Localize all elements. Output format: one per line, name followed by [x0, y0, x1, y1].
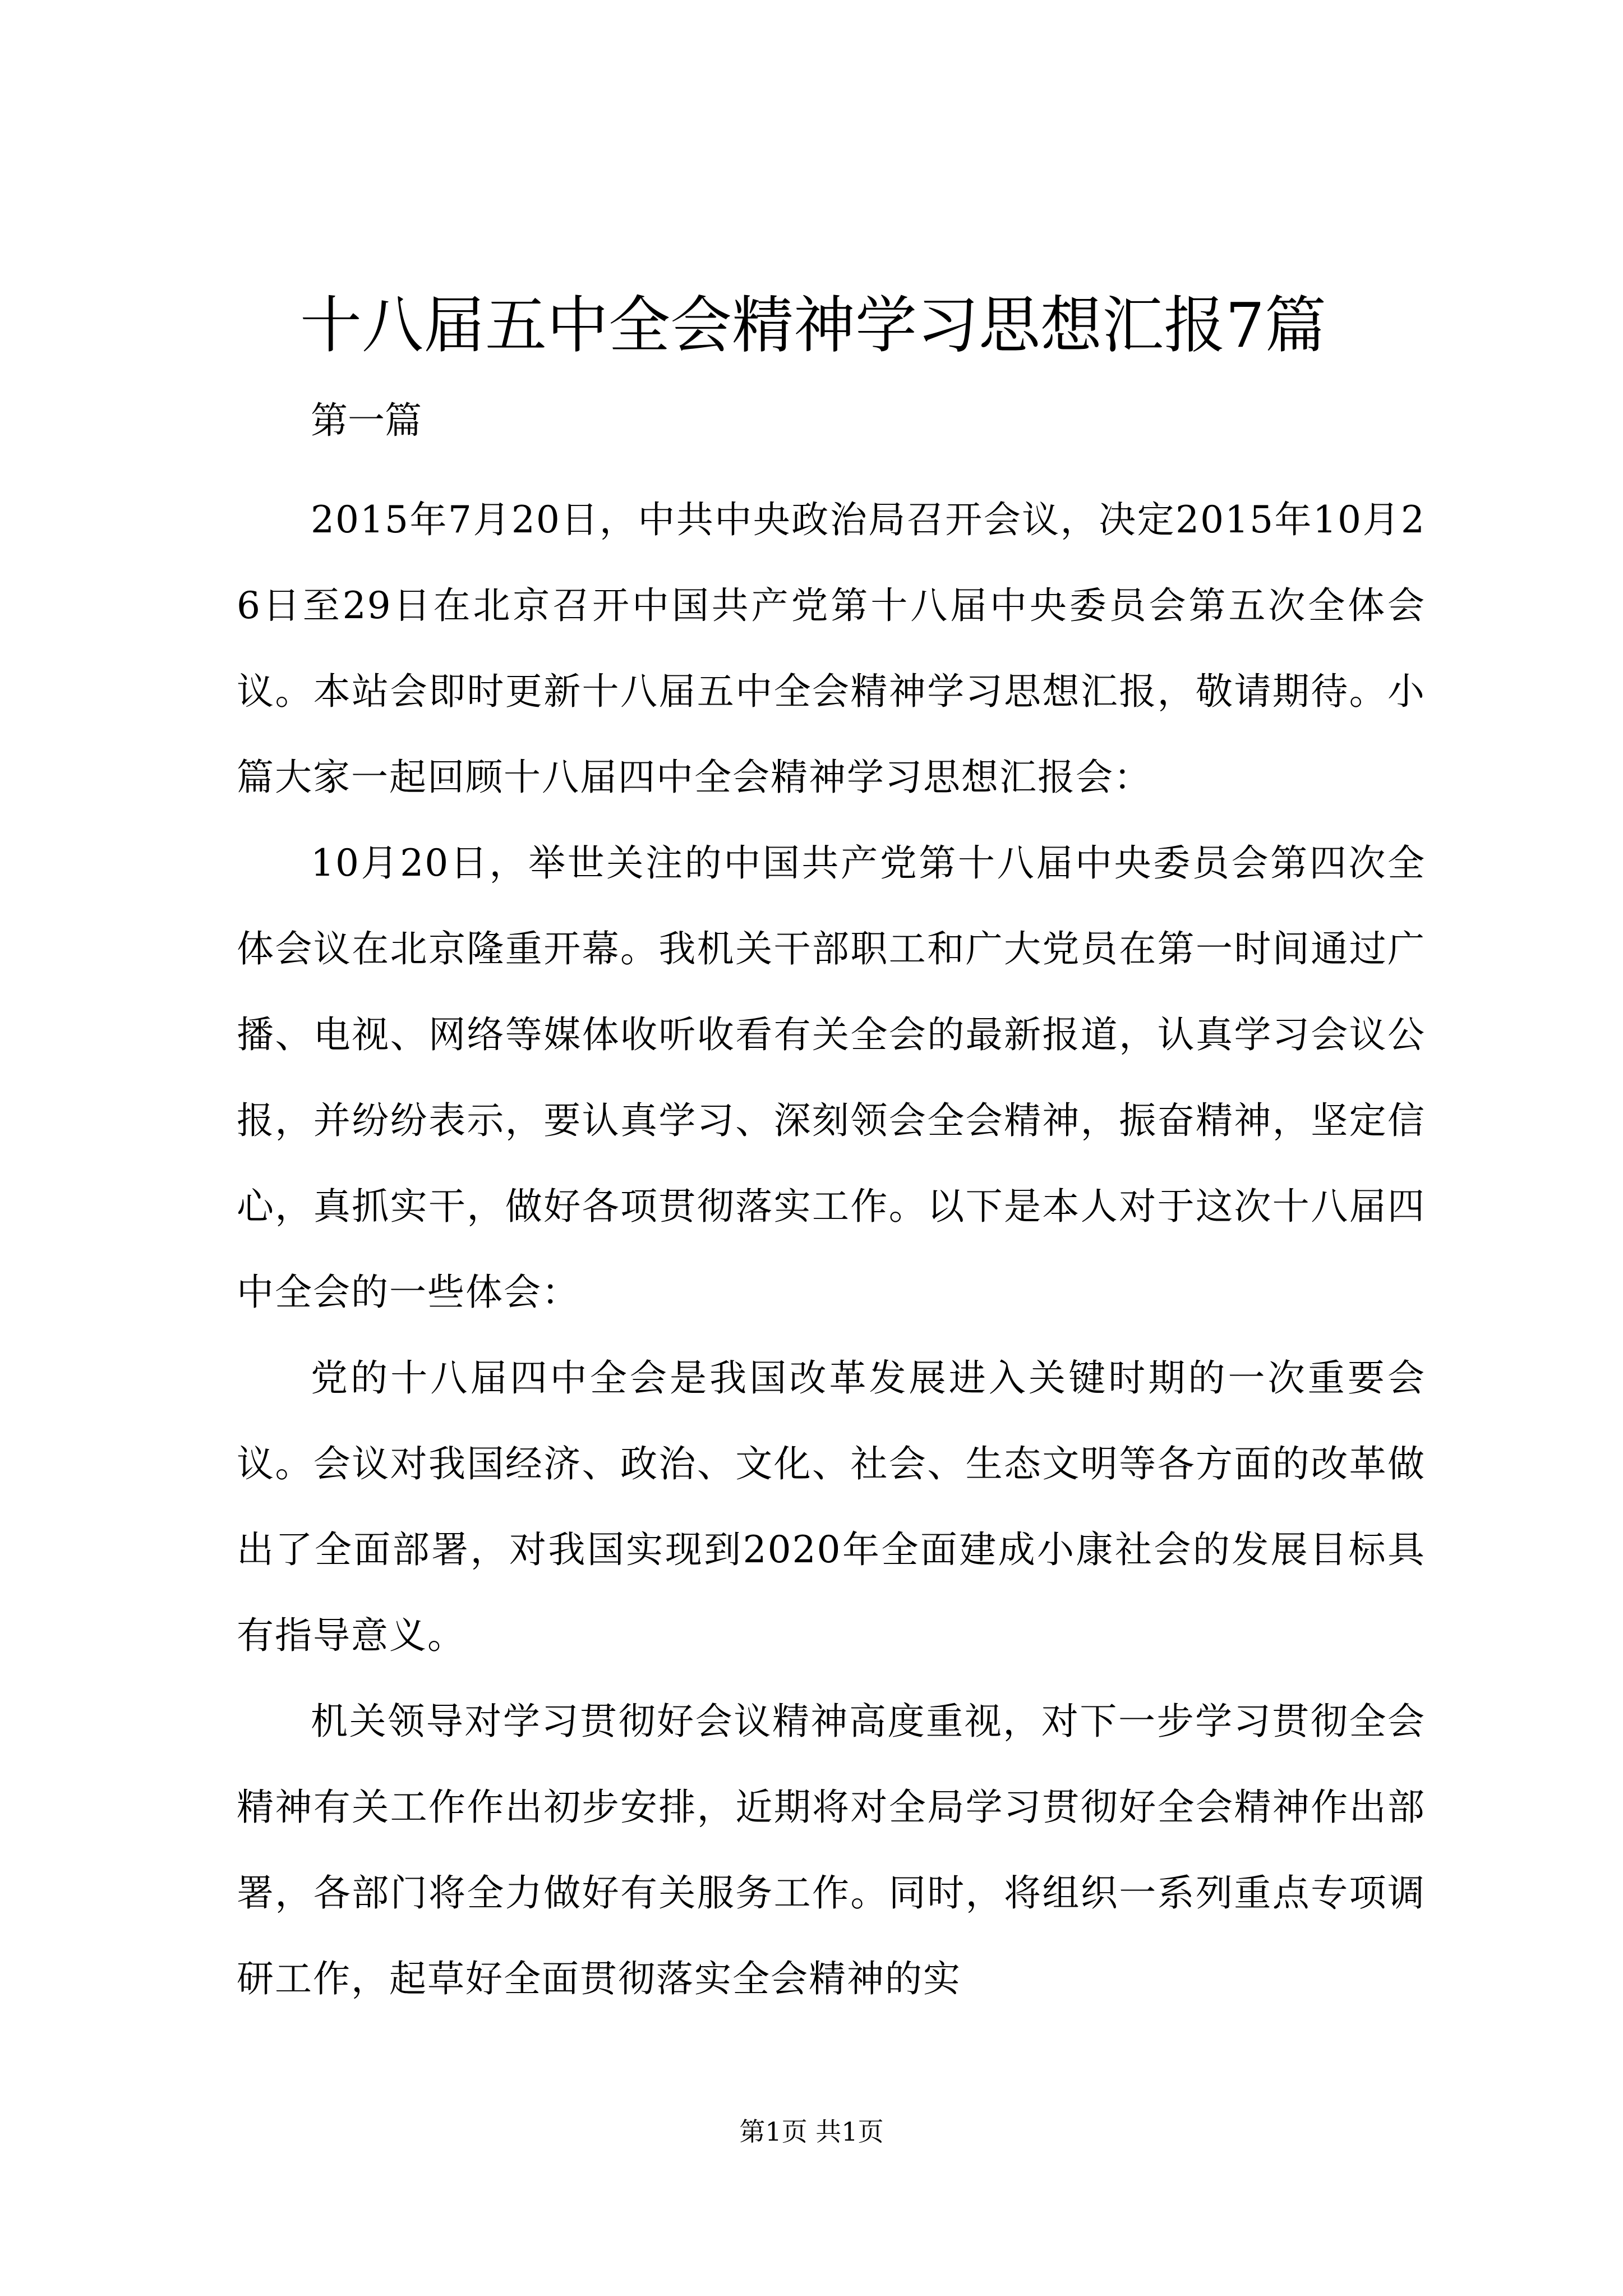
document-title: 十八届五中全会精神学习思想汇报7篇 — [300, 289, 1326, 361]
section-heading: 第一篇 — [311, 399, 422, 442]
paragraph-1: 2015年7月20日，中共中央政治局召开会议，决定2015年10月26日至29日在北京召开中国共产党第十八届中央委员会第五次全体会议。本站会即时更新十八届五中全会精神学习思想汇报，敬请期待。小篇大家一起回顾十八届四中全会精神学习思想汇报会： — [237, 498, 1426, 799]
document-body — [237, 393, 1426, 2022]
page-footer: 第1页 共1页 — [739, 2116, 884, 2147]
paragraph-4: 机关领导对学习贯彻好会议精神高度重视，对下一步学习贯彻全会精神有关工作作出初步安排，近期将对全局学习贯彻好全会精神作出部署，各部门将全力做好有关服务工作。同时，将组织一系列重点专项调研工作，起草好全面贯彻落实全会精神的实 — [237, 1700, 1426, 2000]
paragraph-2: 10月20日，举世关注的中国共产党第十八届中央委员会第四次全体会议在北京隆重开幕。我机关干部职工和广大党员在第一时间通过广播、电视、网络等媒体收听收看有关全会的最新报道，认真学习会议公报，并纷纷表示，要认真学习、深刻领会全会精神，振奋精神，坚定信心，真抓实干，做好各项贯彻落实工作。以下是本人对于这次十八届四中全会的一些体会： — [237, 841, 1426, 1314]
paragraph-3: 党的十八届四中全会是我国改革发展进入关键时期的一次重要会议。会议对我国经济、政治、文化、社会、生态文明等各方面的改革做出了全面部署，对我国实现到2020年全面建成小康社会的发展目标具有指导意义。 — [237, 1356, 1426, 1657]
